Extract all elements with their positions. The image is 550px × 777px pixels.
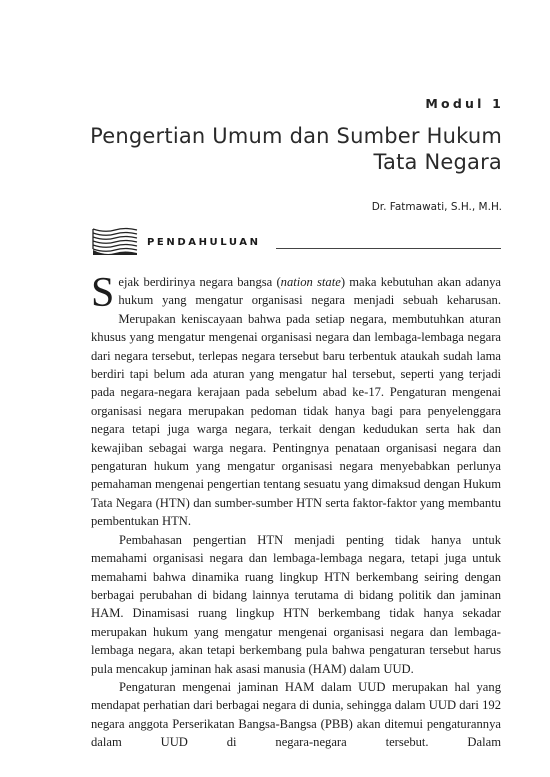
- section-divider: [276, 248, 501, 249]
- page-title: Pengertian Umum dan Sumber Hukum Tata Negara: [90, 124, 502, 174]
- author-name: Dr. Fatmawati, S.H., M.H.: [371, 201, 502, 213]
- paragraph-1-italic: nation state: [280, 275, 341, 289]
- paragraph-1-text-a: ejak berdirinya negara bangsa (: [118, 275, 281, 289]
- section-title: PENDAHULUAN: [147, 237, 261, 248]
- book-icon: [91, 226, 141, 256]
- module-number: Modul 1: [425, 96, 504, 111]
- drop-cap: S: [91, 270, 115, 316]
- section-header: [91, 226, 501, 256]
- paragraph-2: Pembahasan pengertian HTN menjadi penting tidak hanya untuk memahami organisasi negara dan lembaga-lembaga negara, tetapi juga untuk memahami bahwa dinamika ruang lingkup HTN berkembang seiring dengan berbagai perubahan di bidang lainnya terutama di bidang politik dan jaminan HAM. Dinamisasi ruang lingkup HTN berkembang tidak hanya sekadar merupakan hukum yang mengatur mengenai organisasi negara dan lembaga-lembaga negara, akan tetapi berkembang pula bahwa pengaturan tersebut harus pula mencakup jaminan hak asasi manusia (HAM) dalam UUD.: [91, 532, 501, 676]
- paragraph-3: Pengaturan mengenai jaminan HAM dalam UUD merupakan hal yang mendapat perhatian dari berbagai negara di dunia, sehingga dalam UUD dari 192 negara anggota Perserikatan Bangsa-Bangsa (PBB) akan ditemui pengaturannya dalam UUD di negara-negara tersebut. Dalam: [91, 679, 501, 750]
- body-text: [91, 270, 502, 752]
- paragraph-1-text-b: ) maka kebutuhan akan adanya hukum yang mengatur organisasi negara menjadi sebuah keharusan. Merupakan keniscayaan bahwa pada setiap negara, membutuhkan aturan khusus yang mengatur mengenai organisasi negara dan lembaga-lembaga negara dari negara tersebut, terlepas negara tersebut baru terbentuk ataukah sudah lama berdiri tapi belum ada aturan yang mengatur hal tersebut, seperti yang terjadi pada negara-negara kerajaan pada sebelum abad ke-17. Pengaturan mengenai organisasi negara merupakan pedoman tidak hanya bagi para penyelenggara negara tetapi juga warga negara, terkait dengan kedudukan serta hak dan kewajiban sebagai warga negara. Pentingnya penataan organisasi negara dan pengaturan hukum yang mengatur organisasi negara menyebabkan perlunya pemahaman mengenai pengertian tentang sesuatu yang dimaksud dengan Hukum Tata Negara (HTN) dan sumber-sumber HTN serta faktor-faktor yang membantu pembentukan HTN.: [91, 275, 502, 529]
- paragraph-1: [91, 270, 502, 531]
